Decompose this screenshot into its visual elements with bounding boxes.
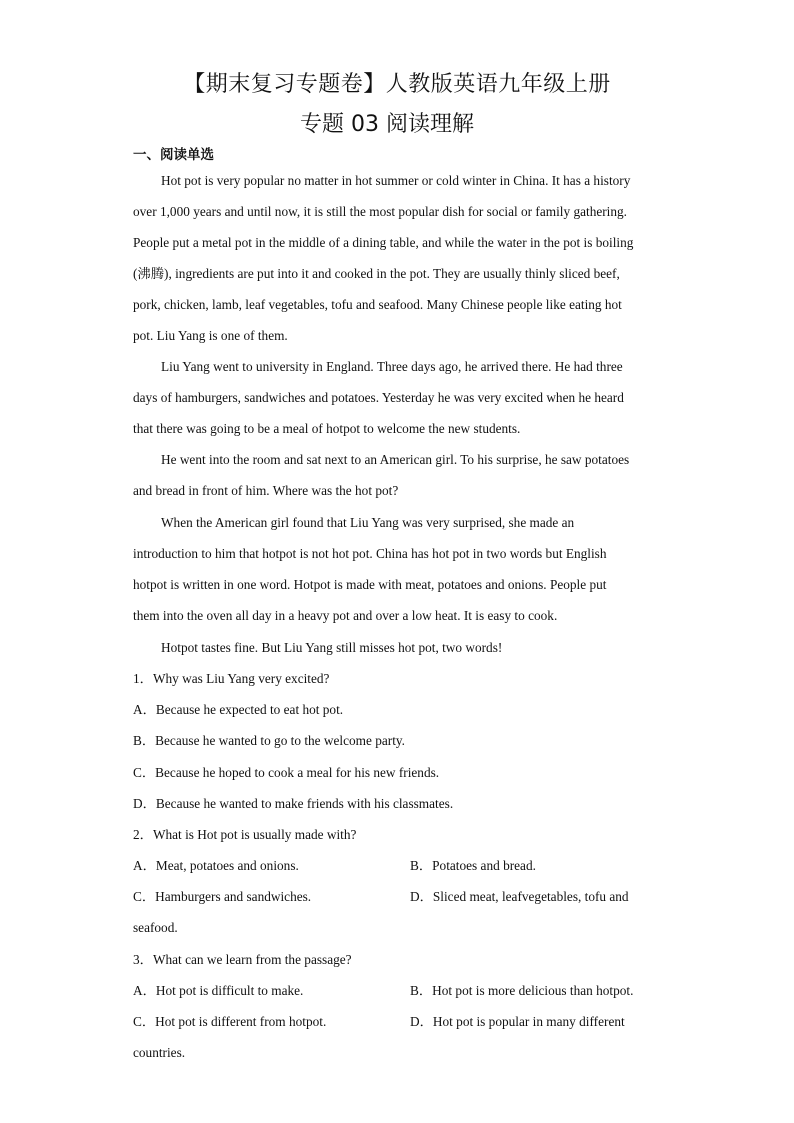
passage-line: days of hamburgers, sandwiches and potatoes. Yesterday he was very excited when he heard xyxy=(133,390,624,405)
passage-line: When the American girl found that Liu Yang was very surprised, she made an xyxy=(161,515,575,530)
option-b: B．Because he wanted to go to the welcome party. xyxy=(133,733,406,748)
option-d-continuation: seafood. xyxy=(133,920,178,935)
option-d: D．Sliced meat, leafvegetables, tofu and xyxy=(410,889,629,904)
option-a: A．Because he expected to eat hot pot. xyxy=(133,702,344,717)
passage-line: Liu Yang went to university in England. Three days ago, he arrived there. He had three xyxy=(161,359,623,374)
question-stem: 2．What is Hot pot is usually made with? xyxy=(133,827,357,842)
option-d: D．Because he wanted to make friends with his classmates. xyxy=(133,796,454,811)
option-c: C．Hamburgers and sandwiches. xyxy=(133,889,312,904)
passage-line: (沸腾), ingredients are put into it and cooked in the pot. They are usually thinly sliced beef, xyxy=(133,266,620,281)
question-stem: 3．What can we learn from the passage? xyxy=(133,952,352,967)
passage-line: them into the oven all day in a heavy pot and over a low heat. It is easy to cook. xyxy=(133,608,558,623)
document-subtitle: 专题 03 阅读理解 xyxy=(300,112,474,137)
passage-line: and bread in front of him. Where was the hot pot? xyxy=(133,483,399,498)
passage-line: that there was going to be a meal of hotpot to welcome the new students. xyxy=(133,421,521,436)
passage-line: People put a metal pot in the middle of a dining table, and while the water in the pot is boiling xyxy=(133,235,634,250)
passage-line: pot. Liu Yang is one of them. xyxy=(133,328,288,343)
option-b: B．Hot pot is more delicious than hotpot. xyxy=(410,983,634,998)
passage-line: introduction to him that hotpot is not hot pot. China has hot pot in two words but English xyxy=(133,546,607,561)
section-heading: 一、阅读单选 xyxy=(133,147,214,163)
option-a: A．Meat, potatoes and onions. xyxy=(133,858,299,873)
document-title: 【期末复习专题卷】人教版英语九年级上册 xyxy=(183,72,611,97)
option-c: C．Because he hoped to cook a meal for his new friends. xyxy=(133,765,440,780)
passage-line: Hotpot tastes fine. But Liu Yang still misses hot pot, two words! xyxy=(161,640,503,655)
passage-line: He went into the room and sat next to an American girl. To his surprise, he saw potatoes xyxy=(161,452,630,467)
option-b: B．Potatoes and bread. xyxy=(410,858,536,873)
passage-line: Hot pot is very popular no matter in hot summer or cold winter in China. It has a history xyxy=(161,173,631,188)
option-a: A．Hot pot is difficult to make. xyxy=(133,983,304,998)
passage-line: over 1,000 years and until now, it is still the most popular dish for social or family gathering. xyxy=(133,204,627,219)
option-d-continuation: countries. xyxy=(133,1045,186,1060)
option-d: D．Hot pot is popular in many different xyxy=(410,1014,625,1029)
passage-line: pork, chicken, lamb, leaf vegetables, tofu and seafood. Many Chinese people like eating hot xyxy=(133,297,622,312)
passage-line: hotpot is written in one word. Hotpot is made with meat, potatoes and onions. People put xyxy=(133,577,607,592)
question-stem: 1．Why was Liu Yang very excited? xyxy=(133,671,330,686)
option-c: C．Hot pot is different from hotpot. xyxy=(133,1014,327,1029)
